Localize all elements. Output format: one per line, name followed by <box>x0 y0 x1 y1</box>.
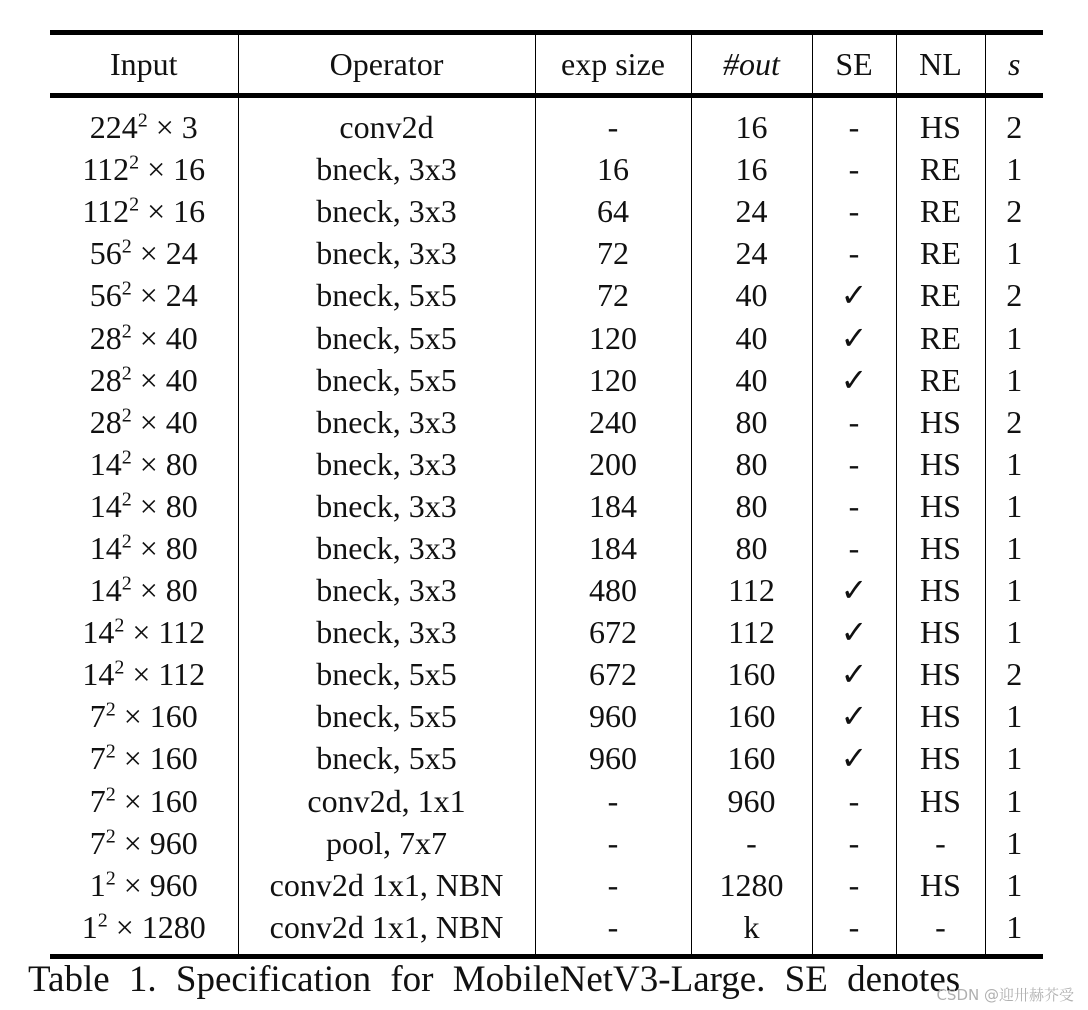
header-row <box>50 33 1043 96</box>
cell-s: 2 <box>985 401 1043 443</box>
cell-s: 1 <box>985 443 1043 485</box>
cell-exp-size: 200 <box>535 443 691 485</box>
cell-input <box>50 695 238 737</box>
input-exponent: 2 <box>121 404 132 427</box>
cell-s: 1 <box>985 780 1043 822</box>
cell-operator: conv2d, 1x1 <box>238 780 535 822</box>
cell-s: 2 <box>985 96 1043 149</box>
cell-s: 1 <box>985 316 1043 358</box>
cell-operator: bneck, 5x5 <box>238 274 535 316</box>
input-base: 7 <box>89 740 106 777</box>
cell-out: 960 <box>691 780 812 822</box>
header-nl: NL <box>896 33 985 96</box>
cell-se: - <box>812 780 896 822</box>
input-rest: × 80 <box>131 529 198 566</box>
cell-input <box>50 359 238 401</box>
cell-input <box>50 148 238 190</box>
table-row <box>50 274 1043 316</box>
cell-out: 80 <box>691 443 812 485</box>
cell-nl: HS <box>896 96 985 149</box>
cell-exp-size: 16 <box>535 148 691 190</box>
cell-operator: bneck, 3x3 <box>238 443 535 485</box>
header-s: s <box>985 33 1043 96</box>
input-exponent: 2 <box>105 782 116 805</box>
input-rest: × 1280 <box>107 908 206 945</box>
cell-input <box>50 401 238 443</box>
table-row <box>50 232 1043 274</box>
input-rest: × 3 <box>147 109 198 146</box>
input-base: 28 <box>89 403 122 440</box>
input-exponent: 2 <box>97 909 108 932</box>
table-row <box>50 737 1043 779</box>
table-row <box>50 527 1043 569</box>
cell-input <box>50 190 238 232</box>
cell-operator: bneck, 3x3 <box>238 611 535 653</box>
cell-nl: HS <box>896 443 985 485</box>
cell-s: 1 <box>985 611 1043 653</box>
input-exponent: 2 <box>121 235 132 258</box>
input-base: 7 <box>89 698 106 735</box>
cell-se: - <box>812 864 896 906</box>
input-exponent: 2 <box>121 446 132 469</box>
header-input: Input <box>50 33 238 96</box>
input-exponent: 2 <box>105 740 116 763</box>
cell-out: 112 <box>691 611 812 653</box>
cell-out: - <box>691 822 812 864</box>
cell-input <box>50 569 238 611</box>
cell-nl: HS <box>896 401 985 443</box>
spec-table-container <box>50 30 1043 959</box>
cell-nl: RE <box>896 190 985 232</box>
cell-input <box>50 527 238 569</box>
cell-exp-size: 672 <box>535 653 691 695</box>
input-exponent: 2 <box>137 109 148 132</box>
input-base: 56 <box>89 235 122 272</box>
cell-se: ✓ <box>812 653 896 695</box>
cell-s: 2 <box>985 653 1043 695</box>
cell-operator: bneck, 5x5 <box>238 653 535 695</box>
input-exponent: 2 <box>114 656 125 679</box>
input-base: 1 <box>81 908 98 945</box>
input-base: 14 <box>82 614 115 651</box>
cell-input <box>50 611 238 653</box>
table-caption: Table 1. Specification for MobileNetV3-Large. SE denotes <box>28 959 961 1000</box>
table-row <box>50 906 1043 954</box>
cell-se: - <box>812 232 896 274</box>
cell-s: 2 <box>985 190 1043 232</box>
input-base: 14 <box>82 656 115 693</box>
input-rest: × 160 <box>115 698 198 735</box>
cell-se: - <box>812 443 896 485</box>
cell-se: - <box>812 96 896 149</box>
cell-nl: - <box>896 906 985 954</box>
cell-nl: HS <box>896 695 985 737</box>
input-base: 14 <box>89 572 122 609</box>
cell-se: - <box>812 906 896 954</box>
input-base: 224 <box>89 109 138 146</box>
table-row <box>50 443 1043 485</box>
input-rest: × 160 <box>115 782 198 819</box>
cell-exp-size: 120 <box>535 316 691 358</box>
table-row <box>50 359 1043 401</box>
spec-table <box>50 30 1043 954</box>
cell-exp-size: 240 <box>535 401 691 443</box>
cell-out: 24 <box>691 190 812 232</box>
cell-operator: conv2d 1x1, NBN <box>238 864 535 906</box>
cell-exp-size: 184 <box>535 527 691 569</box>
input-rest: × 112 <box>124 656 206 693</box>
table-row <box>50 190 1043 232</box>
input-base: 56 <box>89 277 122 314</box>
input-rest: × 80 <box>131 487 198 524</box>
cell-se: ✓ <box>812 316 896 358</box>
table-row <box>50 96 1043 149</box>
cell-nl: HS <box>896 611 985 653</box>
cell-out: 80 <box>691 485 812 527</box>
cell-input <box>50 485 238 527</box>
cell-input <box>50 316 238 358</box>
cell-s: 1 <box>985 232 1043 274</box>
table-row <box>50 780 1043 822</box>
cell-operator: conv2d 1x1, NBN <box>238 906 535 954</box>
cell-operator: bneck, 3x3 <box>238 148 535 190</box>
cell-exp-size: 480 <box>535 569 691 611</box>
cell-exp-size: 64 <box>535 190 691 232</box>
cell-se: - <box>812 401 896 443</box>
input-exponent: 2 <box>121 572 132 595</box>
cell-operator: bneck, 3x3 <box>238 190 535 232</box>
cell-exp-size: - <box>535 822 691 864</box>
cell-exp-size: - <box>535 780 691 822</box>
input-exponent: 2 <box>105 824 116 847</box>
cell-input <box>50 443 238 485</box>
cell-exp-size: - <box>535 906 691 954</box>
cell-se: - <box>812 485 896 527</box>
input-rest: × 112 <box>124 614 206 651</box>
cell-s: 1 <box>985 737 1043 779</box>
table-row <box>50 611 1043 653</box>
cell-s: 1 <box>985 485 1043 527</box>
cell-out: 40 <box>691 316 812 358</box>
table-body <box>50 96 1043 954</box>
cell-exp-size: 184 <box>535 485 691 527</box>
input-base: 1 <box>89 866 106 903</box>
header-operator: Operator <box>238 33 535 96</box>
cell-nl: RE <box>896 359 985 401</box>
cell-input <box>50 96 238 149</box>
cell-s: 2 <box>985 274 1043 316</box>
cell-s: 1 <box>985 148 1043 190</box>
watermark: CSDN @迎卅赫芥受 <box>936 986 1074 1004</box>
table-row <box>50 695 1043 737</box>
input-rest: × 16 <box>139 151 206 188</box>
cell-input <box>50 780 238 822</box>
input-rest: × 40 <box>131 403 198 440</box>
input-base: 7 <box>89 824 106 861</box>
cell-se: ✓ <box>812 359 896 401</box>
cell-out: 16 <box>691 148 812 190</box>
input-base: 14 <box>89 529 122 566</box>
cell-exp-size: 72 <box>535 274 691 316</box>
table-row <box>50 653 1043 695</box>
cell-out: 16 <box>691 96 812 149</box>
cell-exp-size: 960 <box>535 737 691 779</box>
cell-s: 1 <box>985 822 1043 864</box>
cell-nl: HS <box>896 737 985 779</box>
input-exponent: 2 <box>121 530 132 553</box>
cell-exp-size: 72 <box>535 232 691 274</box>
cell-s: 1 <box>985 864 1043 906</box>
table-row <box>50 822 1043 864</box>
cell-s: 1 <box>985 527 1043 569</box>
cell-operator: bneck, 3x3 <box>238 485 535 527</box>
input-base: 7 <box>89 782 106 819</box>
table-row <box>50 485 1043 527</box>
cell-operator: bneck, 5x5 <box>238 695 535 737</box>
input-exponent: 2 <box>121 361 132 384</box>
cell-exp-size: - <box>535 864 691 906</box>
input-exponent: 2 <box>114 614 125 637</box>
input-base: 14 <box>89 445 122 482</box>
cell-nl: RE <box>896 316 985 358</box>
cell-out: 80 <box>691 401 812 443</box>
input-base: 112 <box>82 193 130 230</box>
cell-s: 1 <box>985 569 1043 611</box>
input-rest: × 80 <box>131 572 198 609</box>
cell-se: - <box>812 527 896 569</box>
cell-out: 80 <box>691 527 812 569</box>
cell-out: 40 <box>691 359 812 401</box>
cell-out: 160 <box>691 653 812 695</box>
input-exponent: 2 <box>105 698 116 721</box>
cell-operator: pool, 7x7 <box>238 822 535 864</box>
input-exponent: 2 <box>129 151 140 174</box>
cell-operator: bneck, 5x5 <box>238 316 535 358</box>
input-exponent: 2 <box>121 319 132 342</box>
cell-operator: bneck, 3x3 <box>238 401 535 443</box>
table-row <box>50 148 1043 190</box>
cell-se: - <box>812 822 896 864</box>
header-out: #out <box>691 33 812 96</box>
input-rest: × 160 <box>115 740 198 777</box>
cell-out: 112 <box>691 569 812 611</box>
input-rest: × 16 <box>139 193 206 230</box>
cell-s: 1 <box>985 695 1043 737</box>
cell-nl: RE <box>896 148 985 190</box>
input-exponent: 2 <box>129 193 140 216</box>
cell-nl: HS <box>896 485 985 527</box>
input-base: 112 <box>82 151 130 188</box>
cell-se: ✓ <box>812 695 896 737</box>
cell-operator: bneck, 3x3 <box>238 569 535 611</box>
cell-input <box>50 274 238 316</box>
cell-exp-size: 120 <box>535 359 691 401</box>
table-row <box>50 401 1043 443</box>
input-rest: × 24 <box>131 277 198 314</box>
input-rest: × 40 <box>131 319 198 356</box>
cell-input <box>50 906 238 954</box>
header-exp-size: exp size <box>535 33 691 96</box>
cell-input <box>50 232 238 274</box>
header-se: SE <box>812 33 896 96</box>
cell-exp-size: 672 <box>535 611 691 653</box>
cell-operator: bneck, 3x3 <box>238 527 535 569</box>
cell-s: 1 <box>985 906 1043 954</box>
cell-out: 40 <box>691 274 812 316</box>
cell-nl: HS <box>896 653 985 695</box>
input-base: 14 <box>89 487 122 524</box>
cell-s: 1 <box>985 359 1043 401</box>
cell-input <box>50 822 238 864</box>
input-base: 28 <box>89 361 122 398</box>
cell-nl: HS <box>896 780 985 822</box>
input-rest: × 80 <box>131 445 198 482</box>
table-row <box>50 569 1043 611</box>
input-base: 28 <box>89 319 122 356</box>
cell-out: 24 <box>691 232 812 274</box>
cell-operator: conv2d <box>238 96 535 149</box>
cell-operator: bneck, 5x5 <box>238 359 535 401</box>
cell-nl: HS <box>896 864 985 906</box>
table-row <box>50 316 1043 358</box>
input-exponent: 2 <box>121 277 132 300</box>
input-rest: × 40 <box>131 361 198 398</box>
cell-nl: HS <box>896 569 985 611</box>
cell-out: 160 <box>691 695 812 737</box>
cell-se: ✓ <box>812 569 896 611</box>
cell-operator: bneck, 3x3 <box>238 232 535 274</box>
cell-input <box>50 737 238 779</box>
cell-exp-size: - <box>535 96 691 149</box>
cell-se: ✓ <box>812 274 896 316</box>
cell-out: 1280 <box>691 864 812 906</box>
cell-operator: bneck, 5x5 <box>238 737 535 779</box>
input-exponent: 2 <box>121 488 132 511</box>
cell-out: 160 <box>691 737 812 779</box>
cell-input <box>50 653 238 695</box>
cell-se: ✓ <box>812 611 896 653</box>
cell-nl: RE <box>896 274 985 316</box>
input-rest: × 960 <box>115 824 198 861</box>
cell-input <box>50 864 238 906</box>
input-rest: × 24 <box>131 235 198 272</box>
cell-se: ✓ <box>812 737 896 779</box>
cell-nl: - <box>896 822 985 864</box>
input-exponent: 2 <box>105 867 116 890</box>
cell-se: - <box>812 190 896 232</box>
cell-nl: RE <box>896 232 985 274</box>
cell-se: - <box>812 148 896 190</box>
cell-out: k <box>691 906 812 954</box>
table-row <box>50 864 1043 906</box>
input-rest: × 960 <box>115 866 198 903</box>
cell-exp-size: 960 <box>535 695 691 737</box>
cell-nl: HS <box>896 527 985 569</box>
